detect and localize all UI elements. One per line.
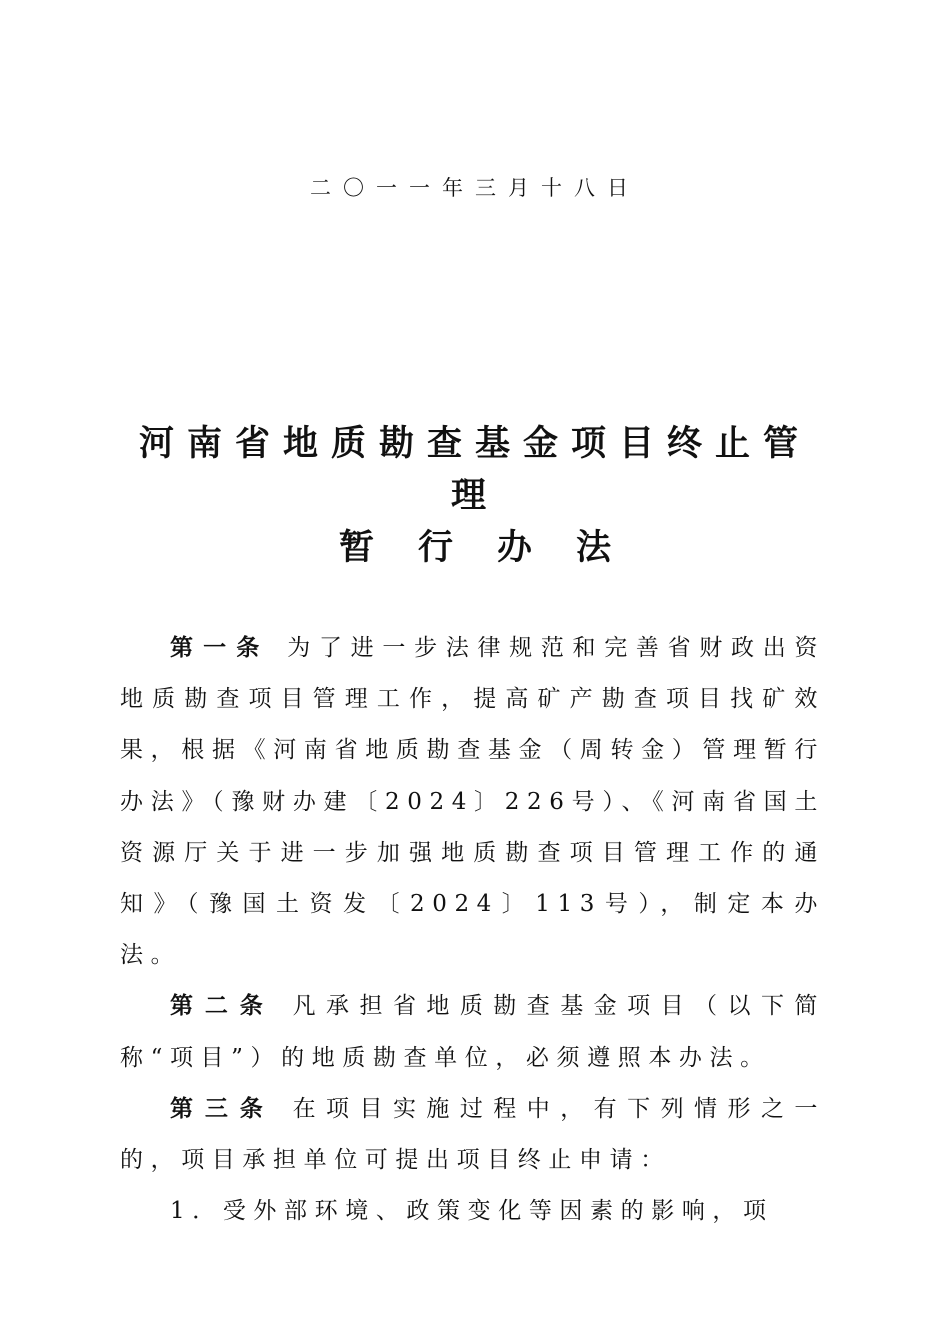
article-3-text: 在项目实施过程中，有下列情形之一的，项目承担单位可提出项目终止申请：: [120, 1095, 826, 1174]
article-2-label: 第二条: [170, 993, 275, 1020]
list-item: [120, 1186, 825, 1237]
document-title-line-3: 暂行办法: [338, 527, 655, 568]
article-1-text: 为了进一步法律规范和完善省财政出资地质勘查项目管理工作，提高矿产勘查项目找矿效果，根据《河南省地质勘查基金（周转金）管理暂行办法》（豫财办建〔2024〕226号）、《河南省国土资源厅关于进一步加强地质勘查项目管理工作的通知》（豫国土资发〔2024〕113号），制定本办法。: [120, 635, 826, 969]
article-1: [120, 623, 825, 981]
document-date: 二〇一一年三月十八日: [310, 176, 640, 200]
article-3-label: 第三条: [170, 1095, 275, 1122]
article-2-text: 凡承担省地质勘查基金项目（以下简称“项目”）的地质勘查单位，必须遵照本办法。: [120, 993, 826, 1071]
article-1-label: 第一条: [170, 635, 270, 661]
list-item-1-text: 1．受外部环境、政策变化等因素的影响，项: [170, 1198, 774, 1225]
document-body: [120, 623, 825, 1237]
document-title-line-1: 河南省地质勘查基金项目终止管: [138, 423, 811, 464]
article-3: [120, 1084, 825, 1186]
article-2: [120, 981, 825, 1083]
document-title-line-2: 理: [450, 475, 499, 516]
